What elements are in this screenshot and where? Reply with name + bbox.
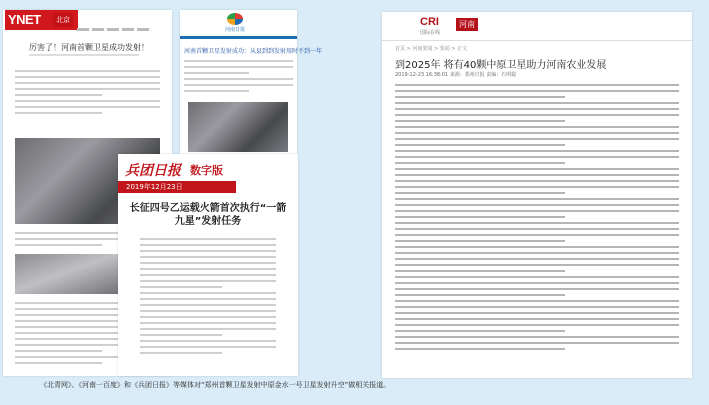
bingtuan-body-text [140, 238, 276, 358]
cri-region-badge: 河南 [456, 18, 478, 31]
ynet-article-meta [29, 54, 139, 56]
henan-daily-photo [188, 102, 288, 152]
cri-article-title: 到2025年 将有40颗中原卫星助力河南农业发展 [395, 60, 607, 71]
bingtuan-edition: 数字版 [190, 164, 223, 177]
ynet-nav [77, 16, 168, 24]
cri-logo-sub: 国际在线 [420, 30, 441, 36]
bingtuan-daily-panel [118, 154, 298, 376]
ynet-body-text-1 [15, 70, 160, 118]
cri-divider [382, 40, 692, 41]
cri-body-text [395, 84, 679, 354]
bingtuan-date: 2019年12月23日 [118, 181, 236, 193]
henan-daily-article-title: 河南首颗卫星发射成功：从县到到发射用时不到一年 [184, 48, 323, 55]
figure-caption: 《北青网》、《河南一百度》和《兵团日报》等媒体对“郑州首颗卫星发射中原金水一号卫星发射升空”做相关报道。 [40, 381, 391, 389]
henan-daily-body-text-1 [184, 60, 293, 96]
bingtuan-header [118, 154, 298, 192]
breadcrumb[interactable]: 首页 > 河南要闻 > 要闻 > 正文 [395, 46, 468, 52]
ynet-article-title: 厉害了！河南首颗卫星成功发射！ [29, 43, 149, 52]
cri-logo: CRI [420, 16, 439, 28]
henan-daily-logo: 河南日报 [215, 13, 255, 35]
cri-article-meta: 2019-12-23 16:38:01 来源：郑州日报 责编：石明聪 [395, 72, 517, 78]
henan-daily-header-bar [180, 36, 297, 39]
ynet-logo: YNET [5, 10, 78, 30]
bingtuan-article-title: 长征四号乙运载火箭首次执行“一箭九星”发射任务 [129, 203, 287, 227]
cri-article-panel [382, 12, 692, 378]
ynet-logo-tag: 北京青年 [53, 13, 73, 27]
henan-daily-panel [180, 10, 323, 160]
bingtuan-logo: 兵团日报 [125, 163, 181, 179]
